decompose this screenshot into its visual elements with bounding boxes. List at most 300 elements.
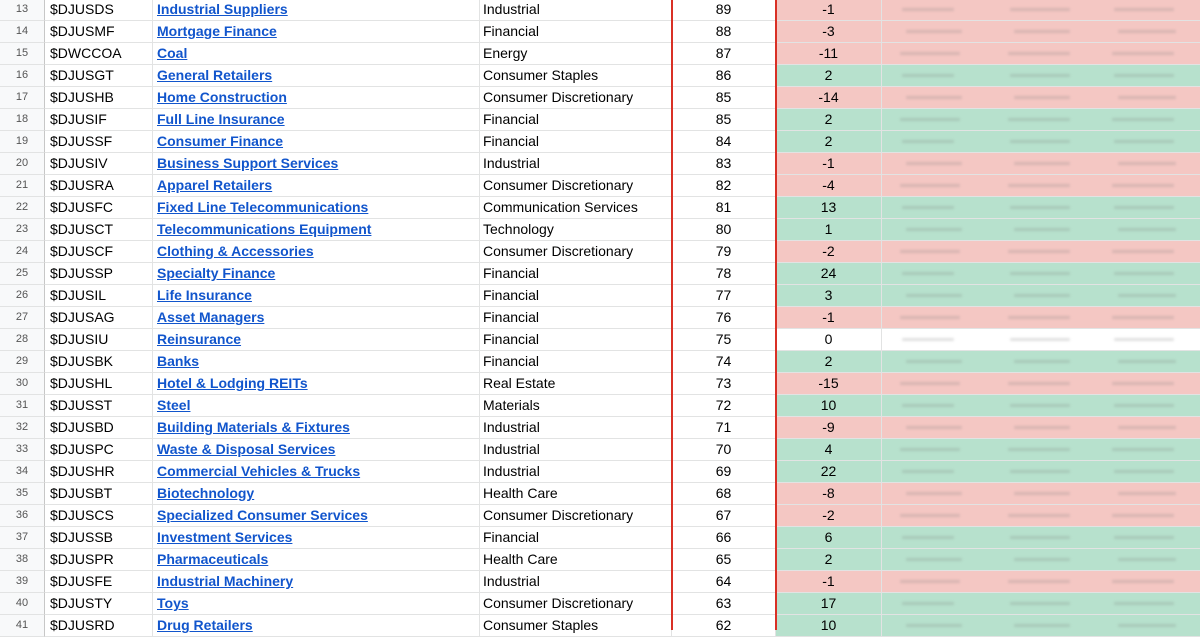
industry-name-cell[interactable] <box>153 241 480 263</box>
change-cell[interactable]: 24 <box>776 263 882 285</box>
symbol-cell[interactable]: $DJUSPR <box>45 549 153 571</box>
row-number[interactable]: 37 <box>0 527 45 549</box>
redacted-value <box>1014 426 1070 429</box>
symbol-cell[interactable]: $DJUSSB <box>45 527 153 549</box>
redacted-value <box>1010 74 1070 77</box>
industry-name-cell[interactable] <box>153 571 480 593</box>
symbol-cell[interactable]: $DJUSPC <box>45 439 153 461</box>
rank-cell[interactable]: 66 <box>672 527 776 549</box>
industry-name-cell[interactable] <box>153 21 480 43</box>
symbol-cell[interactable]: $DJUSHB <box>45 87 153 109</box>
change-cell[interactable]: 22 <box>776 461 882 483</box>
row-number[interactable]: 29 <box>0 351 45 373</box>
redacted-value <box>906 492 962 495</box>
table-row[interactable] <box>0 263 1200 285</box>
table-row[interactable] <box>0 65 1200 87</box>
redacted-value <box>900 52 960 55</box>
blurred-history-cells <box>882 439 1200 461</box>
change-cell[interactable]: -2 <box>776 505 882 527</box>
rank-cell[interactable]: 62 <box>672 615 776 637</box>
change-cell[interactable]: -14 <box>776 87 882 109</box>
industry-name-cell[interactable] <box>153 329 480 351</box>
redacted-value <box>902 536 954 539</box>
rank-cell[interactable]: 68 <box>672 483 776 505</box>
sector-cell[interactable]: Consumer Discretionary <box>480 241 672 263</box>
industry-name-cell[interactable] <box>153 549 480 571</box>
redacted-value <box>906 426 962 429</box>
row-number[interactable]: 34 <box>0 461 45 483</box>
symbol-cell[interactable]: $DJUSRD <box>45 615 153 637</box>
rank-cell[interactable]: 72 <box>672 395 776 417</box>
symbol-cell[interactable]: $DJUSFE <box>45 571 153 593</box>
table-row[interactable] <box>0 219 1200 241</box>
sector-cell[interactable]: Industrial <box>480 417 672 439</box>
sector-cell[interactable]: Financial <box>480 285 672 307</box>
rank-cell[interactable]: 85 <box>672 87 776 109</box>
redacted-value <box>902 602 954 605</box>
redacted-value <box>1114 404 1174 407</box>
symbol-cell[interactable]: $DJUSCS <box>45 505 153 527</box>
redacted-value <box>1118 228 1176 231</box>
industry-link[interactable]: Reinsurance <box>157 331 242 347</box>
industry-name-cell[interactable] <box>153 461 480 483</box>
symbol-cell[interactable]: $DJUSAG <box>45 307 153 329</box>
industry-name-cell[interactable] <box>153 153 480 175</box>
symbol-cell[interactable]: $DJUSIV <box>45 153 153 175</box>
industry-link[interactable]: Banks <box>157 353 200 369</box>
industry-name-cell[interactable] <box>153 197 480 219</box>
blurred-history-cells <box>882 571 1200 593</box>
industry-link[interactable]: Biotechnology <box>157 485 255 501</box>
industry-link[interactable]: Industrial Machinery <box>157 573 294 589</box>
industry-link[interactable]: Consumer Finance <box>157 133 284 149</box>
symbol-cell[interactable]: $DJUSSF <box>45 131 153 153</box>
rank-cell[interactable]: 86 <box>672 65 776 87</box>
blurred-history-cells <box>882 87 1200 109</box>
row-number[interactable]: 26 <box>0 285 45 307</box>
sector-cell[interactable]: Consumer Discretionary <box>480 87 672 109</box>
sector-cell[interactable]: Financial <box>480 21 672 43</box>
blurred-history-cells <box>882 197 1200 219</box>
redacted-value <box>902 206 954 209</box>
sector-cell[interactable]: Consumer Discretionary <box>480 593 672 615</box>
sector-cell[interactable]: Consumer Discretionary <box>480 505 672 527</box>
industry-link[interactable]: General Retailers <box>157 67 273 83</box>
blurred-history-cells <box>882 263 1200 285</box>
industry-link[interactable]: Toys <box>157 595 189 611</box>
table-row[interactable] <box>0 43 1200 65</box>
row-number[interactable]: 39 <box>0 571 45 593</box>
table-row[interactable] <box>0 329 1200 351</box>
blurred-history-cells <box>882 109 1200 131</box>
industry-link[interactable]: Mortgage Finance <box>157 23 277 39</box>
industry-name-cell[interactable] <box>153 0 480 21</box>
table-row[interactable] <box>0 241 1200 263</box>
rank-cell[interactable]: 83 <box>672 153 776 175</box>
redacted-value <box>1014 162 1070 165</box>
change-cell[interactable]: -8 <box>776 483 882 505</box>
change-cell[interactable]: -4 <box>776 175 882 197</box>
table-row[interactable] <box>0 351 1200 373</box>
table-row[interactable] <box>0 483 1200 505</box>
symbol-cell[interactable]: $DJUSFC <box>45 197 153 219</box>
symbol-cell[interactable]: $DJUSSP <box>45 263 153 285</box>
sector-cell[interactable]: Materials <box>480 395 672 417</box>
industry-link[interactable]: Drug Retailers <box>157 617 253 633</box>
rank-cell[interactable]: 64 <box>672 571 776 593</box>
row-number[interactable]: 35 <box>0 483 45 505</box>
rank-cell[interactable]: 76 <box>672 307 776 329</box>
row-number[interactable]: 32 <box>0 417 45 439</box>
redacted-value <box>906 228 962 231</box>
redacted-value <box>1010 404 1070 407</box>
symbol-cell[interactable]: $DJUSBK <box>45 351 153 373</box>
row-number[interactable]: 36 <box>0 505 45 527</box>
industry-link[interactable]: Business Support Services <box>157 155 339 171</box>
sector-cell[interactable]: Industrial <box>480 439 672 461</box>
blurred-history-cells <box>882 307 1200 329</box>
symbol-cell[interactable]: $DJUSIF <box>45 109 153 131</box>
sector-cell[interactable]: Financial <box>480 131 672 153</box>
row-number[interactable]: 21 <box>0 175 45 197</box>
row-number[interactable]: 33 <box>0 439 45 461</box>
redacted-value <box>1010 8 1070 11</box>
row-number[interactable]: 28 <box>0 329 45 351</box>
rank-cell[interactable]: 89 <box>672 0 776 21</box>
table-row[interactable] <box>0 461 1200 483</box>
table-row[interactable] <box>0 109 1200 131</box>
industry-link[interactable]: Pharmaceuticals <box>157 551 269 567</box>
change-cell[interactable]: 6 <box>776 527 882 549</box>
sector-cell[interactable]: Technology <box>480 219 672 241</box>
row-number[interactable]: 25 <box>0 263 45 285</box>
redacted-value <box>906 30 962 33</box>
sector-cell[interactable]: Financial <box>480 329 672 351</box>
industry-link[interactable]: Coal <box>157 45 188 61</box>
row-number[interactable]: 19 <box>0 131 45 153</box>
industry-link[interactable]: Telecommunications Equipment <box>157 221 372 237</box>
sector-cell[interactable]: Health Care <box>480 483 672 505</box>
redacted-value <box>1008 514 1070 517</box>
change-cell[interactable]: 13 <box>776 197 882 219</box>
redacted-value <box>1118 624 1176 627</box>
industry-link[interactable]: Specialized Consumer Services <box>157 507 368 523</box>
redacted-value <box>1118 360 1176 363</box>
sector-cell[interactable]: Industrial <box>480 461 672 483</box>
redacted-value <box>1014 228 1070 231</box>
redacted-value <box>900 184 960 187</box>
row-number[interactable]: 20 <box>0 153 45 175</box>
industry-name-cell[interactable] <box>153 505 480 527</box>
redacted-value <box>1114 74 1174 77</box>
industry-name-cell[interactable] <box>153 285 480 307</box>
change-cell[interactable]: 2 <box>776 109 882 131</box>
row-number[interactable]: 40 <box>0 593 45 615</box>
sector-cell[interactable]: Financial <box>480 351 672 373</box>
redacted-value <box>1112 316 1174 319</box>
industry-link[interactable]: Building Materials & Fixtures <box>157 419 350 435</box>
redacted-value <box>1008 382 1070 385</box>
change-cell[interactable]: -15 <box>776 373 882 395</box>
table-row[interactable] <box>0 417 1200 439</box>
symbol-cell[interactable]: $DJUSHL <box>45 373 153 395</box>
table-row[interactable] <box>0 307 1200 329</box>
industry-name-cell[interactable] <box>153 175 480 197</box>
redacted-value <box>1008 52 1070 55</box>
table-row[interactable] <box>0 175 1200 197</box>
rank-cell[interactable]: 88 <box>672 21 776 43</box>
row-number[interactable]: 23 <box>0 219 45 241</box>
table-row[interactable] <box>0 593 1200 615</box>
rank-cell[interactable]: 67 <box>672 505 776 527</box>
sector-cell[interactable]: Industrial <box>480 571 672 593</box>
redacted-value <box>1008 250 1070 253</box>
blurred-history-cells <box>882 593 1200 615</box>
sector-cell[interactable]: Financial <box>480 263 672 285</box>
rank-cell[interactable]: 70 <box>672 439 776 461</box>
row-number[interactable]: 38 <box>0 549 45 571</box>
industry-name-cell[interactable] <box>153 131 480 153</box>
rank-cell[interactable]: 84 <box>672 131 776 153</box>
table-row[interactable] <box>0 285 1200 307</box>
table-row[interactable] <box>0 131 1200 153</box>
change-cell[interactable]: 4 <box>776 439 882 461</box>
industry-name-cell[interactable] <box>153 395 480 417</box>
symbol-cell[interactable]: $DJUSBD <box>45 417 153 439</box>
rank-cell[interactable]: 63 <box>672 593 776 615</box>
rank-cell[interactable]: 65 <box>672 549 776 571</box>
industry-name-cell[interactable] <box>153 483 480 505</box>
redacted-value <box>1114 8 1174 11</box>
change-cell[interactable]: -2 <box>776 241 882 263</box>
industry-name-cell[interactable] <box>153 373 480 395</box>
blurred-history-cells <box>882 351 1200 373</box>
change-cell[interactable]: 2 <box>776 65 882 87</box>
row-number[interactable]: 13 <box>0 0 45 21</box>
change-cell[interactable]: 2 <box>776 351 882 373</box>
sector-cell[interactable]: Consumer Staples <box>480 615 672 637</box>
industry-name-cell[interactable] <box>153 417 480 439</box>
blurred-history-cells <box>882 505 1200 527</box>
redacted-value <box>902 272 954 275</box>
industry-link[interactable]: Apparel Retailers <box>157 177 273 193</box>
change-cell[interactable]: -1 <box>776 153 882 175</box>
change-cell[interactable]: 17 <box>776 593 882 615</box>
sector-cell[interactable]: Real Estate <box>480 373 672 395</box>
redacted-value <box>1114 140 1174 143</box>
table-row[interactable] <box>0 615 1200 637</box>
row-number[interactable]: 30 <box>0 373 45 395</box>
redacted-value <box>1014 294 1070 297</box>
row-number[interactable]: 41 <box>0 615 45 637</box>
change-cell[interactable]: 0 <box>776 329 882 351</box>
table-row[interactable] <box>0 395 1200 417</box>
sector-cell[interactable]: Financial <box>480 109 672 131</box>
industry-name-cell[interactable] <box>153 615 480 637</box>
blurred-history-cells <box>882 153 1200 175</box>
table-row[interactable] <box>0 373 1200 395</box>
sector-cell[interactable]: Energy <box>480 43 672 65</box>
table-row[interactable] <box>0 571 1200 593</box>
redacted-value <box>1114 206 1174 209</box>
redacted-value <box>1112 580 1174 583</box>
symbol-cell[interactable]: $DJUSCF <box>45 241 153 263</box>
sector-cell[interactable]: Financial <box>480 527 672 549</box>
industry-name-cell[interactable] <box>153 87 480 109</box>
industry-link[interactable]: Waste & Disposal Services <box>157 441 336 457</box>
industry-link[interactable]: Asset Managers <box>157 309 265 325</box>
table-row[interactable] <box>0 549 1200 571</box>
symbol-cell[interactable]: $DJUSBT <box>45 483 153 505</box>
redacted-value <box>1112 250 1174 253</box>
industry-link[interactable]: Hotel & Lodging REITs <box>157 375 308 391</box>
redacted-value <box>1112 514 1174 517</box>
symbol-cell[interactable]: $DWCCOA <box>45 43 153 65</box>
redacted-value <box>1014 360 1070 363</box>
industry-name-cell[interactable] <box>153 439 480 461</box>
column-divider-left <box>671 0 673 630</box>
row-number[interactable]: 22 <box>0 197 45 219</box>
table-row[interactable] <box>0 527 1200 549</box>
industry-name-cell[interactable] <box>153 43 480 65</box>
symbol-cell[interactable]: $DJUSDS <box>45 0 153 21</box>
change-cell[interactable]: -9 <box>776 417 882 439</box>
change-cell[interactable]: 10 <box>776 615 882 637</box>
blurred-history-cells <box>882 329 1200 351</box>
industry-name-cell[interactable] <box>153 65 480 87</box>
redacted-value <box>900 316 960 319</box>
industry-name-cell[interactable] <box>153 219 480 241</box>
rank-cell[interactable]: 85 <box>672 109 776 131</box>
table-row[interactable] <box>0 505 1200 527</box>
symbol-cell[interactable]: $DJUSIL <box>45 285 153 307</box>
redacted-value <box>1008 448 1070 451</box>
table-row[interactable] <box>0 21 1200 43</box>
sector-cell[interactable]: Consumer Staples <box>480 65 672 87</box>
industry-link[interactable]: Clothing & Accessories <box>157 243 314 259</box>
symbol-cell[interactable]: $DJUSCT <box>45 219 153 241</box>
symbol-cell[interactable]: $DJUSIU <box>45 329 153 351</box>
change-cell[interactable]: 1 <box>776 219 882 241</box>
blurred-history-cells <box>882 241 1200 263</box>
redacted-value <box>902 8 954 11</box>
rank-cell[interactable]: 87 <box>672 43 776 65</box>
symbol-cell[interactable]: $DJUSGT <box>45 65 153 87</box>
redacted-value <box>1010 206 1070 209</box>
change-cell[interactable]: 2 <box>776 131 882 153</box>
industry-name-cell[interactable] <box>153 263 480 285</box>
redacted-value <box>900 514 960 517</box>
industry-link[interactable]: Industrial Suppliers <box>157 1 288 17</box>
rank-cell[interactable]: 81 <box>672 197 776 219</box>
rank-cell[interactable]: 77 <box>672 285 776 307</box>
rank-cell[interactable]: 78 <box>672 263 776 285</box>
symbol-cell[interactable]: $DJUSHR <box>45 461 153 483</box>
industry-link[interactable]: Fixed Line Telecommunications <box>157 199 369 215</box>
change-cell[interactable]: -1 <box>776 571 882 593</box>
row-number[interactable]: 16 <box>0 65 45 87</box>
sector-cell[interactable]: Communication Services <box>480 197 672 219</box>
change-cell[interactable]: -11 <box>776 43 882 65</box>
sector-cell[interactable]: Industrial <box>480 0 672 21</box>
change-cell[interactable]: 3 <box>776 285 882 307</box>
industry-link[interactable]: Home Construction <box>157 89 287 105</box>
industry-link[interactable]: Commercial Vehicles & Trucks <box>157 463 361 479</box>
row-number[interactable]: 24 <box>0 241 45 263</box>
symbol-cell[interactable]: $DJUSMF <box>45 21 153 43</box>
row-number[interactable]: 15 <box>0 43 45 65</box>
redacted-value <box>1118 30 1176 33</box>
industry-link[interactable]: Full Line Insurance <box>157 111 285 127</box>
row-number[interactable]: 31 <box>0 395 45 417</box>
redacted-value <box>1114 338 1174 341</box>
redacted-value <box>1014 30 1070 33</box>
change-cell[interactable]: -3 <box>776 21 882 43</box>
industry-link[interactable]: Specialty Finance <box>157 265 276 281</box>
rank-cell[interactable]: 73 <box>672 373 776 395</box>
symbol-cell[interactable]: $DJUSST <box>45 395 153 417</box>
industry-name-cell[interactable] <box>153 527 480 549</box>
change-cell[interactable]: 2 <box>776 549 882 571</box>
redacted-value <box>1112 448 1174 451</box>
table-row[interactable] <box>0 87 1200 109</box>
table-row[interactable] <box>0 439 1200 461</box>
symbol-cell[interactable]: $DJUSRA <box>45 175 153 197</box>
table-row[interactable] <box>0 197 1200 219</box>
redacted-value <box>1114 470 1174 473</box>
redacted-value <box>1112 184 1174 187</box>
change-cell[interactable]: -1 <box>776 0 882 21</box>
rank-cell[interactable]: 80 <box>672 219 776 241</box>
rank-cell[interactable]: 69 <box>672 461 776 483</box>
redacted-value <box>1112 52 1174 55</box>
rank-cell[interactable]: 79 <box>672 241 776 263</box>
sector-cell[interactable]: Health Care <box>480 549 672 571</box>
sector-cell[interactable]: Consumer Discretionary <box>480 175 672 197</box>
industry-name-cell[interactable] <box>153 109 480 131</box>
rank-cell[interactable]: 82 <box>672 175 776 197</box>
sector-cell[interactable]: Industrial <box>480 153 672 175</box>
sector-cell[interactable]: Financial <box>480 307 672 329</box>
table-row[interactable] <box>0 153 1200 175</box>
rank-cell[interactable]: 74 <box>672 351 776 373</box>
industry-link[interactable]: Steel <box>157 397 191 413</box>
blurred-history-cells <box>882 285 1200 307</box>
symbol-cell[interactable]: $DJUSTY <box>45 593 153 615</box>
table-row[interactable] <box>0 0 1200 21</box>
redacted-value <box>1118 96 1176 99</box>
rank-cell[interactable]: 75 <box>672 329 776 351</box>
industry-link[interactable]: Investment Services <box>157 529 293 545</box>
row-number[interactable]: 18 <box>0 109 45 131</box>
row-number[interactable]: 17 <box>0 87 45 109</box>
change-cell[interactable]: 10 <box>776 395 882 417</box>
industry-name-cell[interactable] <box>153 307 480 329</box>
row-number[interactable]: 14 <box>0 21 45 43</box>
blurred-history-cells <box>882 395 1200 417</box>
blurred-history-cells <box>882 65 1200 87</box>
redacted-value <box>902 470 954 473</box>
industry-link[interactable]: Life Insurance <box>157 287 252 303</box>
blurred-history-cells <box>882 417 1200 439</box>
industry-name-cell[interactable] <box>153 351 480 373</box>
row-number[interactable]: 27 <box>0 307 45 329</box>
redacted-value <box>1114 536 1174 539</box>
rank-cell[interactable]: 71 <box>672 417 776 439</box>
blurred-history-cells <box>882 43 1200 65</box>
change-cell[interactable]: -1 <box>776 307 882 329</box>
industry-name-cell[interactable] <box>153 593 480 615</box>
